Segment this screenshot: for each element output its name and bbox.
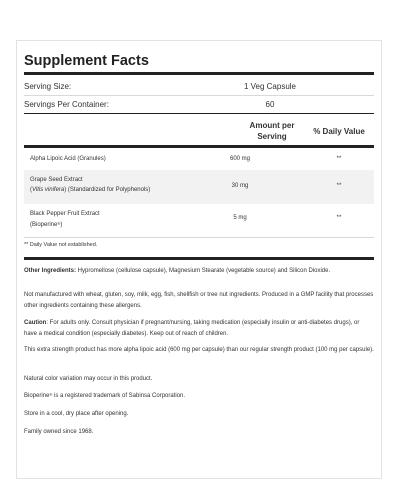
amount-per-serving-header: Amount per Serving <box>249 121 295 141</box>
ingredients-bottom-rule <box>24 237 374 238</box>
trademark-suffix: is a registered trademark of Sabinsa Corporation. <box>52 393 186 399</box>
ingredient-subtitle-rest: (Standardized for Polyphenols) <box>66 187 151 193</box>
ingredient-amount: 30 mg <box>231 183 249 189</box>
ingredient-daily-value: ** <box>336 215 342 221</box>
ingredient-row <box>24 204 374 236</box>
panel-title: Supplement Facts <box>24 53 149 69</box>
serving-size-label: Serving Size: <box>24 82 72 91</box>
ingredient-name: Black Pepper Fruit Extract <box>30 211 100 217</box>
ingredient-name: Alpha Lipoic Acid (Granules) <box>30 156 106 162</box>
strength-statement: This extra strength product has more alpha lipoic acid (600 mg per capsule) than our regular strength product (100 mg per capsule). <box>24 347 374 353</box>
servings-per-container-label: Servings Per Container: <box>24 100 109 109</box>
serving-size-value: 1 Veg Capsule <box>243 82 297 91</box>
ingredient-amount: 5 mg <box>233 215 247 221</box>
header-top-rule <box>24 113 374 114</box>
other-ingredients <box>24 266 374 277</box>
daily-value-footnote: ** Daily Value not established. <box>24 242 98 248</box>
ingredient-row <box>24 170 374 204</box>
ingredient-daily-value: ** <box>336 156 342 162</box>
registered-mark: ® <box>49 392 53 397</box>
subtitle-suffix: ) <box>60 222 63 228</box>
daily-value-header: % Daily Value <box>313 127 365 136</box>
storage-note: Store in a cool, dry place after opening. <box>24 411 129 417</box>
title-rule <box>24 72 374 75</box>
registered-mark: ® <box>57 221 61 226</box>
serving-divider <box>24 95 374 96</box>
servings-per-container-value: 60 <box>265 100 275 109</box>
caution-statement <box>24 318 374 339</box>
other-ingredients-label: Other Ingredients: <box>24 268 77 274</box>
ingredient-amount: 600 mg <box>229 156 250 162</box>
caution-label: Caution <box>24 320 47 326</box>
ingredient-row <box>24 148 374 170</box>
allergen-statement: Not manufactured with wheat, gluten, soy, milk, egg, fish, shellfish or tree nut ingredients. Produced in a GMP facility that processes other ingredients containing these allergens. <box>24 292 374 309</box>
family-owned-note: Family owned since 1968. <box>24 429 94 435</box>
subtitle-prefix: (Bioperine <box>30 222 58 228</box>
trademark-note <box>24 391 374 402</box>
panel-bottom-rule <box>24 257 374 260</box>
color-variation-note: Natural color variation may occur in this product. <box>24 376 153 382</box>
ingredient-name: Grape Seed Extract <box>30 177 83 183</box>
botanical-name: Vitis vinifera <box>32 187 65 193</box>
ingredient-subtitle: (Vitis vinifera) (Standardized for Polyphenols) <box>30 187 151 193</box>
ingredient-daily-value: ** <box>336 183 342 189</box>
other-ingredients-text: Hypromellose (cellulose capsule), Magnesium Stearate (vegetable source) and Silicon Dioxide. <box>76 268 331 274</box>
caution-text: : For adults only. Consult physician if pregnant/nursing, taking medication (especially insulin or anti-diabetes drugs), or have a medical condition (especially diabetes). Keep out of reach of children. <box>24 320 360 337</box>
trademark-prefix: Bioperine <box>24 393 50 399</box>
ingredient-subtitle <box>30 220 62 230</box>
